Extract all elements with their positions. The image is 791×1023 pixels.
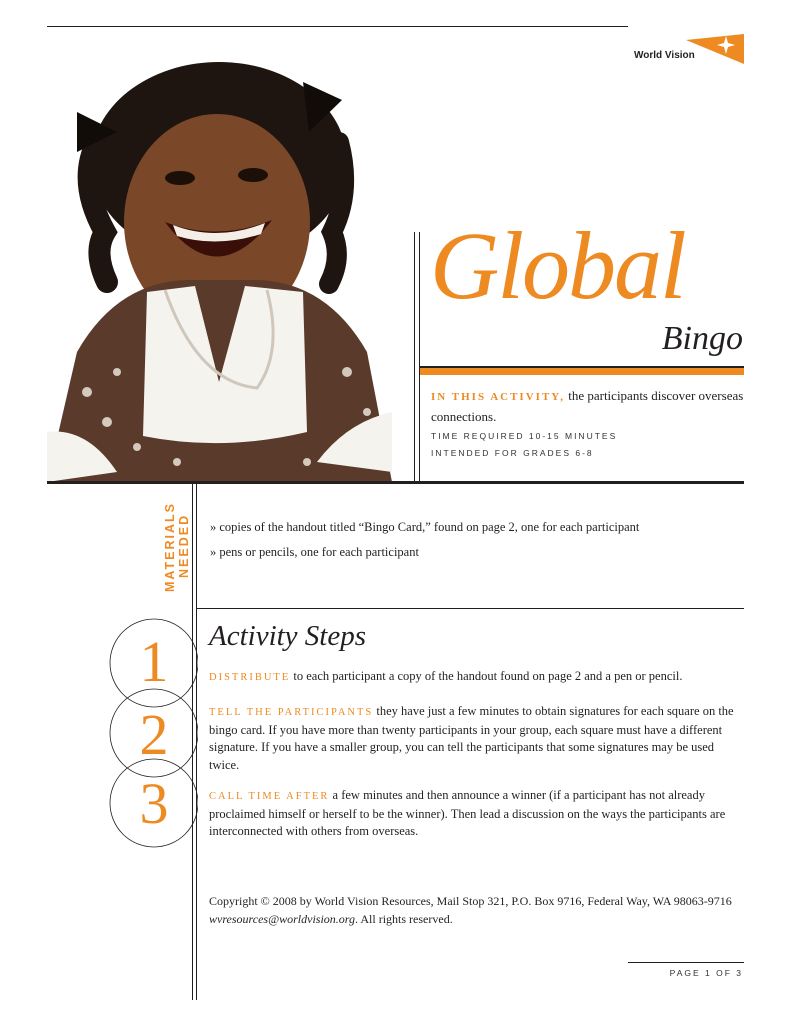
logo-text: World Vision xyxy=(634,50,695,61)
intro-lead: IN THIS ACTIVITY, xyxy=(431,391,565,403)
step-2-lead: TELL THE PARTICIPANTS xyxy=(209,707,374,718)
step-2-text: they have just a few minutes to obtain signatures for each square on the bingo card. If you have more than twenty participants in your group, each square must have a different signature. If you have a smaller group, you can tell the participants that some signatures may be used twice. xyxy=(209,704,734,772)
title-vertical-rule xyxy=(414,232,415,482)
time-required: TIME REQUIRED 10-15 MINUTES xyxy=(431,431,618,441)
orange-accent-bar xyxy=(420,368,744,375)
copyright-rest: . All rights reserved. xyxy=(355,912,453,926)
activity-steps-heading: Activity Steps xyxy=(209,620,367,652)
materials-item: » copies of the handout titled “Bingo Card,” found on page 2, one for each participant xyxy=(210,520,640,534)
step-1 xyxy=(209,668,745,687)
copyright-email[interactable]: wvresources@worldvision.org xyxy=(209,912,356,926)
step-3 xyxy=(209,787,745,841)
title-vertical-rule-2 xyxy=(419,232,420,482)
step-number-1: 1 xyxy=(139,629,169,694)
intended-grades: INTENDED FOR GRADES 6-8 xyxy=(431,448,594,458)
title-bingo: Bingo xyxy=(661,320,743,357)
footer-rule xyxy=(628,962,744,963)
materials-item: » pens or pencils, one for each participant xyxy=(210,545,419,559)
intro-paragraph xyxy=(431,386,746,426)
step-3-lead: CALL TIME AFTER xyxy=(209,791,330,802)
step-2 xyxy=(209,703,745,774)
materials-label-line2: NEEDED xyxy=(177,513,191,578)
copyright-notice xyxy=(209,892,749,928)
step-number-2: 2 xyxy=(139,702,169,767)
step-3-text: a few minutes and then announce a winner (if a participant has not already proclaimed himself or herself to be the winner). Then lead a discussion on the ways the participants are interconnected with others from overseas. xyxy=(209,788,726,838)
copyright-line1: Copyright © 2008 by World Vision Resources, Mail Stop 321, P.O. Box 9716, Federal Way, WA 98063-9716 xyxy=(209,894,732,908)
title-global: Global xyxy=(430,212,685,319)
step-number-3: 3 xyxy=(139,771,169,836)
materials-needed-label xyxy=(160,496,196,594)
section-rule xyxy=(47,481,744,484)
page-number: PAGE 1 OF 3 xyxy=(669,968,743,978)
steps-rule xyxy=(196,608,744,609)
intro-text: the participants discover overseas connections. xyxy=(431,388,744,424)
materials-label-line1: MATERIALS xyxy=(163,502,177,592)
step-1-lead: DISTRIBUTE xyxy=(209,672,291,683)
smiling-girl-photo xyxy=(47,52,392,482)
step-1-text: to each participant a copy of the handout found on page 2 and a pen or pencil. xyxy=(290,669,683,683)
world-vision-logo xyxy=(628,26,744,76)
